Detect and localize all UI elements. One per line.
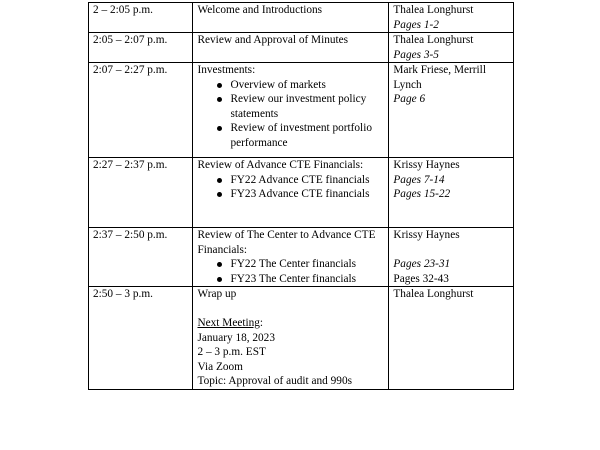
time-text: 2 – 2:05 p.m. [93,4,153,16]
item-cell [193,3,389,33]
presenter-name: Thalea Longhurst [393,34,474,46]
item-cell [193,228,389,287]
item-cell [193,158,389,228]
presenter-cell [389,63,514,158]
bullet-list [197,173,388,202]
item-title: Welcome and Introductions [197,4,323,16]
item-title: Review of Advance CTE Financials: [197,159,364,171]
page-reference: Pages 3-5 [393,48,439,61]
agenda-row [89,3,514,33]
bullet-item: Review of investment portfolio performance [197,121,388,150]
agenda-row [89,33,514,63]
time-cell [89,158,193,228]
presenter-name: Krissy Haynes [393,159,460,171]
bullet-item: FY23 The Center financials [197,272,388,287]
presenter-cell [389,33,514,63]
presenter-cell [389,3,514,33]
time-text: 2:50 – 3 p.m. [93,288,153,300]
item-title: Wrap up [197,288,237,300]
time-text: 2:37 – 2:50 p.m. [93,229,168,241]
page-reference: Pages 7-14 [393,173,445,186]
presenter-name: Thalea Longhurst [393,4,474,16]
page-reference: Pages 32-43 [393,272,449,285]
time-cell [89,63,193,158]
item-cell [193,33,389,63]
item-title: Review and Approval of Minutes [197,34,349,46]
bullet-item: FY23 Advance CTE financials [197,187,388,202]
time-cell [89,228,193,287]
spacer [197,302,388,317]
bullet-list [197,257,388,286]
item-title: Investments: [197,64,256,76]
bullet-item: Overview of markets [197,78,388,93]
time-text: 2:27 – 2:37 p.m. [93,159,168,171]
bullet-item: FY22 Advance CTE financials [197,173,388,188]
agenda-row [89,63,514,158]
presenter-cell [389,287,514,390]
bullet-list [197,78,388,151]
meeting-location: Via Zoom [197,360,243,373]
agenda-table [88,2,514,390]
meeting-topic: Topic: Approval of audit and 990s [197,375,352,387]
presenter-name: Thalea Longhurst [393,288,474,300]
agenda-row [89,158,514,228]
page-reference: Pages 1-2 [393,18,439,31]
meeting-date: January 18, 2023 [197,331,275,344]
page-reference: Pages 15-22 [393,188,451,200]
presenter-name: Krissy Haynes [393,229,460,241]
bullet-item: Review our investment policy statements [197,92,388,121]
next-meeting-label: Next Meeting [197,317,260,329]
presenter-name: Mark Friese, Merrill Lynch [393,64,486,91]
agenda-row [89,228,514,287]
meeting-time: 2 – 3 p.m. EST [197,346,266,358]
next-meeting-colon: : [259,317,264,329]
time-text: 2:05 – 2:07 p.m. [93,34,168,46]
item-cell [193,63,389,158]
time-text: 2:07 – 2:27 p.m. [93,64,168,76]
page-reference: Page 6 [393,93,426,105]
item-title: Review of The Center to Advance CTE Financials: [197,229,376,256]
time-cell [89,287,193,390]
item-cell [193,287,389,390]
presenter-cell [389,158,514,228]
agenda-row [89,287,514,390]
next-meeting-heading [197,316,388,331]
time-cell [89,3,193,33]
bullet-item: FY22 The Center financials [197,257,388,272]
presenter-cell [389,228,514,287]
spacer [393,243,513,258]
page-reference: Pages 23-31 [393,258,451,270]
time-cell [89,33,193,63]
